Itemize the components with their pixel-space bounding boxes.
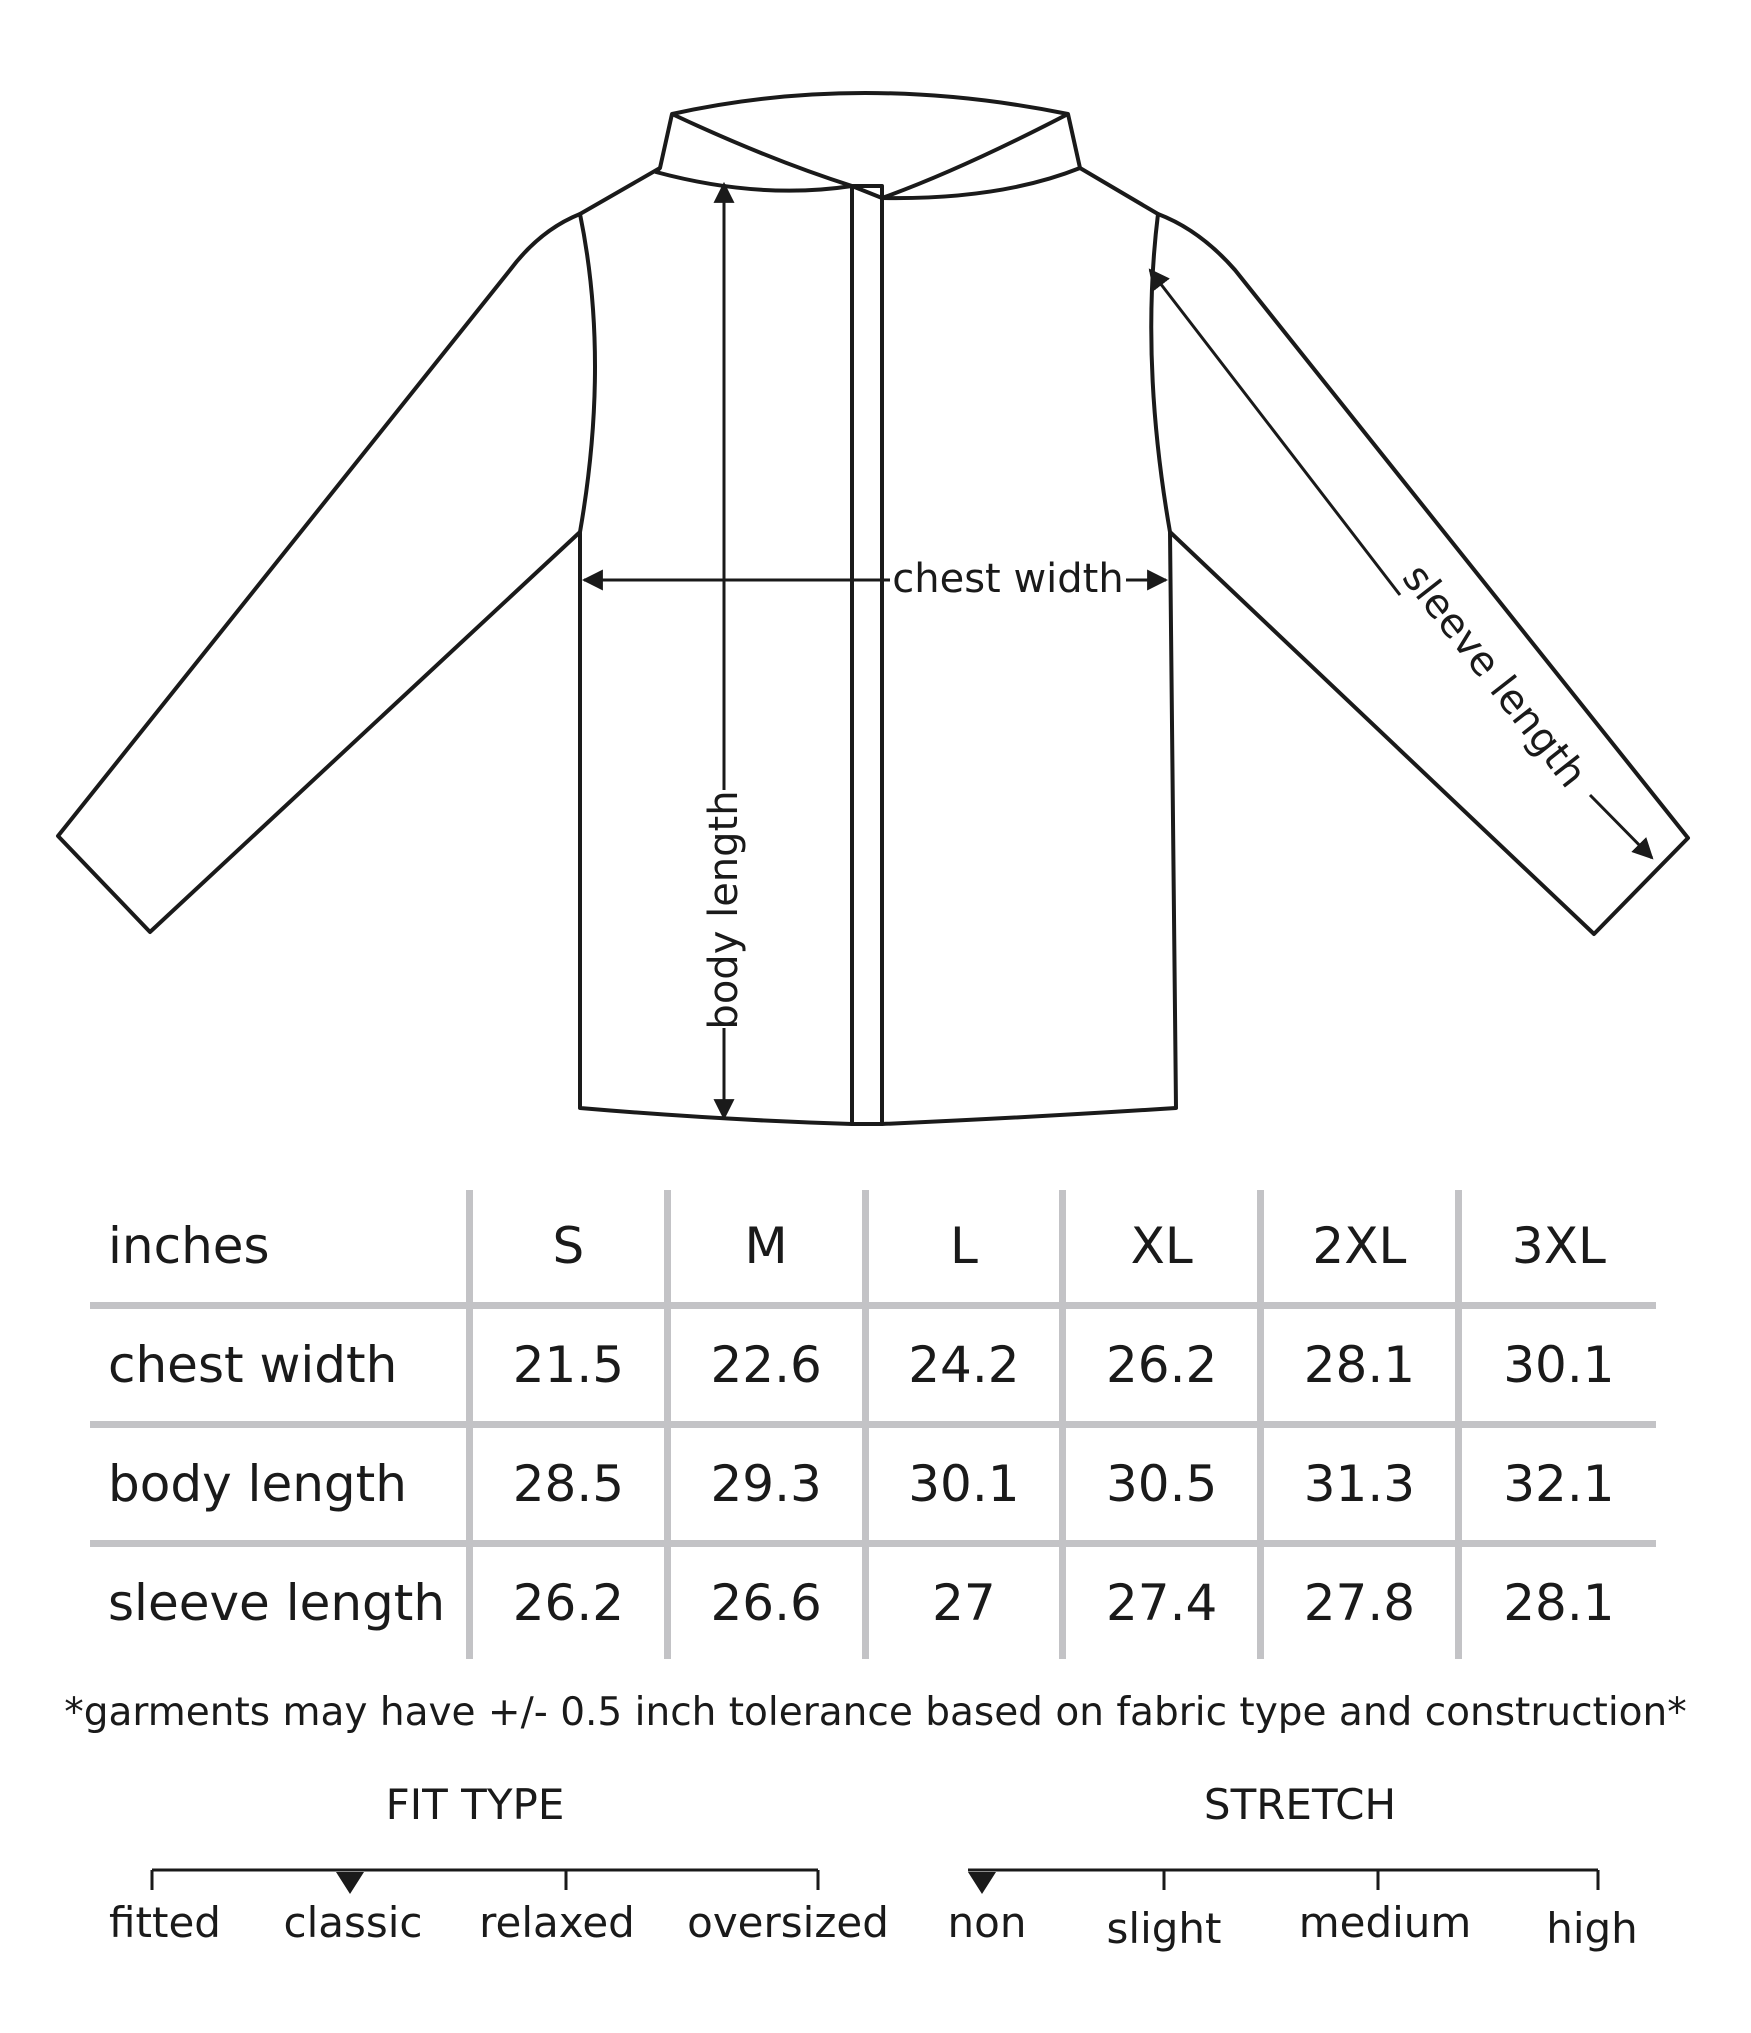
table-cell: 30.1 — [1458, 1306, 1656, 1425]
table-cell: 30.1 — [865, 1425, 1063, 1544]
size-header: XL — [1063, 1190, 1261, 1306]
size-header: 2XL — [1261, 1190, 1459, 1306]
table-cell: 21.5 — [470, 1306, 668, 1425]
fit-option-oversized: oversized — [687, 1898, 889, 1947]
table-cell: 28.5 — [470, 1425, 668, 1544]
size-header: S — [470, 1190, 668, 1306]
table-cell: 26.6 — [667, 1544, 865, 1660]
fit-option-classic: classic — [283, 1898, 423, 1947]
size-header: 3XL — [1458, 1190, 1656, 1306]
stretch-option-high: high — [1546, 1904, 1638, 1953]
fit-option-relaxed: relaxed — [479, 1898, 635, 1947]
row-label: sleeve length — [90, 1544, 470, 1660]
table-cell: 26.2 — [1063, 1306, 1261, 1425]
table-cell: 26.2 — [470, 1544, 668, 1660]
row-label: body length — [90, 1425, 470, 1544]
table-cell: 27 — [865, 1544, 1063, 1660]
stretch-option-slight: slight — [1106, 1904, 1222, 1953]
tolerance-note: *garments may have +/- 0.5 inch tolerance based on fabric type and construction* — [64, 1690, 1687, 1735]
table-row — [90, 1306, 1656, 1425]
stretch-title: STRETCH — [1203, 1780, 1397, 1829]
fit-type-title: FIT TYPE — [385, 1780, 565, 1829]
body-outline — [580, 168, 1176, 1124]
table-cell: 30.5 — [1063, 1425, 1261, 1544]
stretch-selected-marker — [968, 1872, 996, 1894]
sleeve-length-arrow-bottom — [1590, 795, 1652, 858]
stretch-option-medium: medium — [1298, 1898, 1472, 1947]
table-header-row — [90, 1190, 1656, 1306]
table-row — [90, 1544, 1656, 1660]
left-sleeve-outline — [58, 214, 580, 932]
fit-type-scale — [0, 1780, 889, 1960]
table-cell: 22.6 — [667, 1306, 865, 1425]
row-label: chest width — [90, 1306, 470, 1425]
body-length-label: body length — [701, 790, 747, 1030]
table-row — [90, 1425, 1656, 1544]
fit-type-selected-marker — [336, 1872, 364, 1894]
size-header: M — [667, 1190, 865, 1306]
sleeve-length-label: sleeve length — [1393, 555, 1596, 797]
table-cell: 27.4 — [1063, 1544, 1261, 1660]
table-cell: 27.8 — [1261, 1544, 1459, 1660]
table-cell: 24.2 — [865, 1306, 1063, 1425]
table-cell: 29.3 — [667, 1425, 865, 1544]
unit-header: inches — [108, 1217, 270, 1275]
table-cell: 32.1 — [1458, 1425, 1656, 1544]
table-cell: 31.3 — [1261, 1425, 1459, 1544]
stretch-option-non: non — [947, 1898, 1027, 1947]
zipper-placket — [852, 186, 882, 1124]
table-cell: 28.1 — [1261, 1306, 1459, 1425]
chest-width-label: chest width — [892, 556, 1124, 602]
stretch-scale — [880, 1780, 1751, 1960]
hood-outline — [656, 93, 1080, 198]
size-header: L — [865, 1190, 1063, 1306]
size-chart-table — [90, 1190, 1656, 1659]
fit-option-fitted: fitted — [109, 1898, 221, 1947]
table-cell: 28.1 — [1458, 1544, 1656, 1660]
